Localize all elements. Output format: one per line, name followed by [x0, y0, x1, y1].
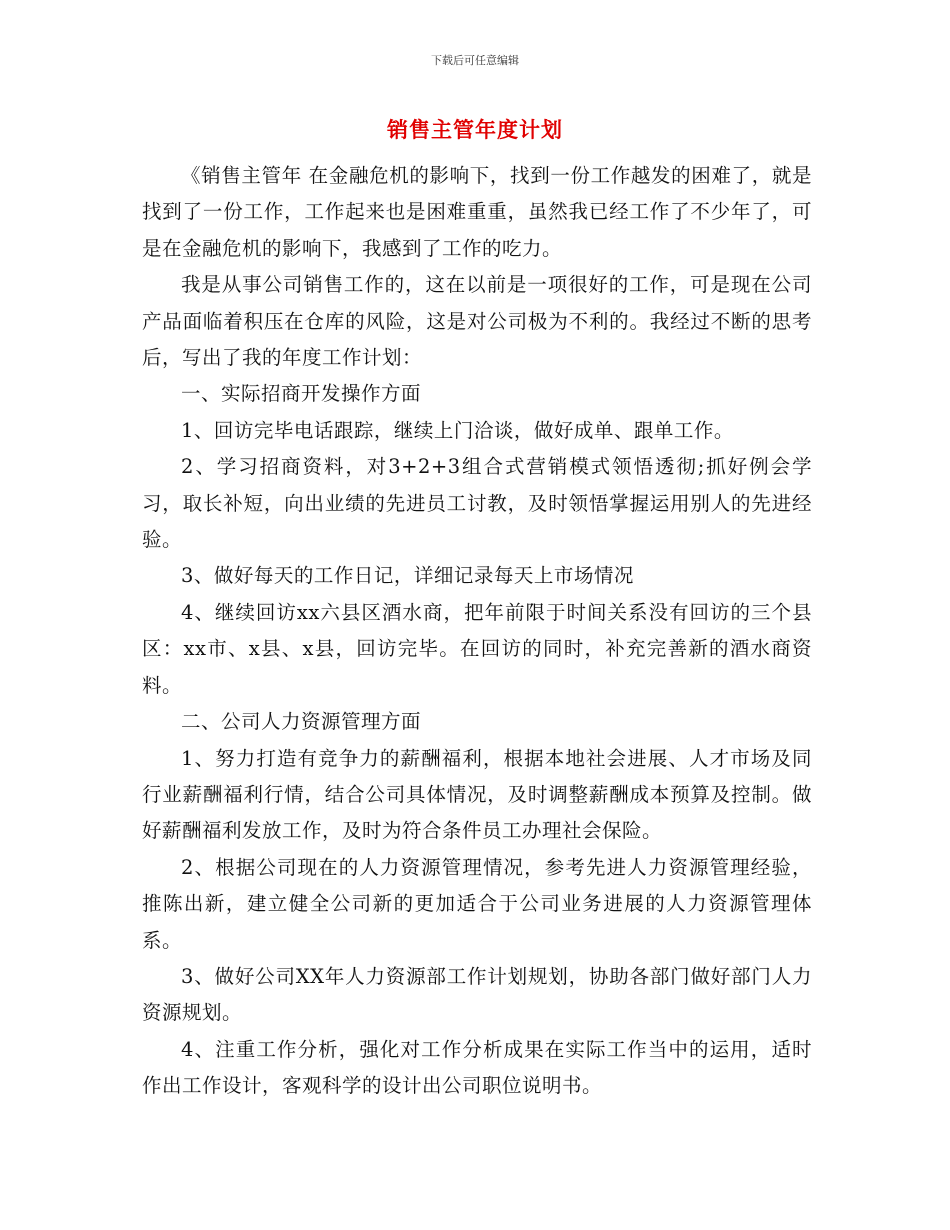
paragraph-sales-item-3: 3、做好每天的工作日记，详细记录每天上市场情况	[181, 564, 634, 588]
section-heading-hr: 二、公司人力资源管理方面	[181, 710, 422, 734]
paragraph-hr-item-4: 4、注重工作分析，强化对工作分析成果在实际工作当中的运用，适时作出工作设计，客观科学的设计出公司职位说明书。	[142, 1037, 812, 1098]
document-title: 销售主管年度计划	[387, 118, 563, 142]
document-body	[142, 158, 812, 1105]
paragraph-intro: 《销售主管年 在金融危机的影响下，找到一份工作越发的困难了，就是找到了一份工作，工作起来也是困难重重，虽然我已经工作了不少年了，可是在金融危机的影响下，我感到了工作的吃力。	[142, 164, 812, 260]
paragraph-sales-item-4: 4、继续回访xx六县区酒水商，把年前限于时间关系没有回访的三个县区：xx市、x县、x县，回访完毕。在回访的同时，补充完善新的酒水商资料。	[142, 600, 812, 697]
paragraph-hr-item-2: 2、根据公司现在的人力资源管理情况，参考先进人力资源管理经验，推陈出新，建立健全公司新的更加适合于公司业务进展的人力资源管理体系。	[142, 855, 812, 952]
paragraph-hr-item-3: 3、做好公司XX年人力资源部工作计划规划，协助各部门做好部门人力资源规划。	[142, 964, 812, 1025]
paragraph-sales-item-1: 1、回访完毕电话跟踪，继续上门洽谈，做好成单、跟单工作。	[181, 418, 734, 442]
page-header-note: 下载后可任意编辑	[431, 54, 519, 67]
section-heading-sales: 一、实际招商开发操作方面	[181, 382, 422, 406]
paragraph-hr-item-1: 1、努力打造有竞争力的薪酬福利，根据本地社会进展、人才市场及同行业薪酬福利行情，结合公司具体情况，及时调整薪酬成本预算及控制。做好薪酬福利发放工作，及时为符合条件员工办理社会保险。	[142, 746, 812, 843]
paragraph-background: 我是从事公司销售工作的，这在以前是一项很好的工作，可是现在公司产品面临着积压在仓库的风险，这是对公司极为不利的。我经过不断的思考后，写出了我的年度工作计划：	[142, 273, 812, 370]
paragraph-sales-item-2: 2、学习招商资料，对3+2+3组合式营销模式领悟透彻;抓好例会学习，取长补短，向出业绩的先进员工讨教，及时领悟掌握运用别人的先进经验。	[142, 455, 812, 552]
